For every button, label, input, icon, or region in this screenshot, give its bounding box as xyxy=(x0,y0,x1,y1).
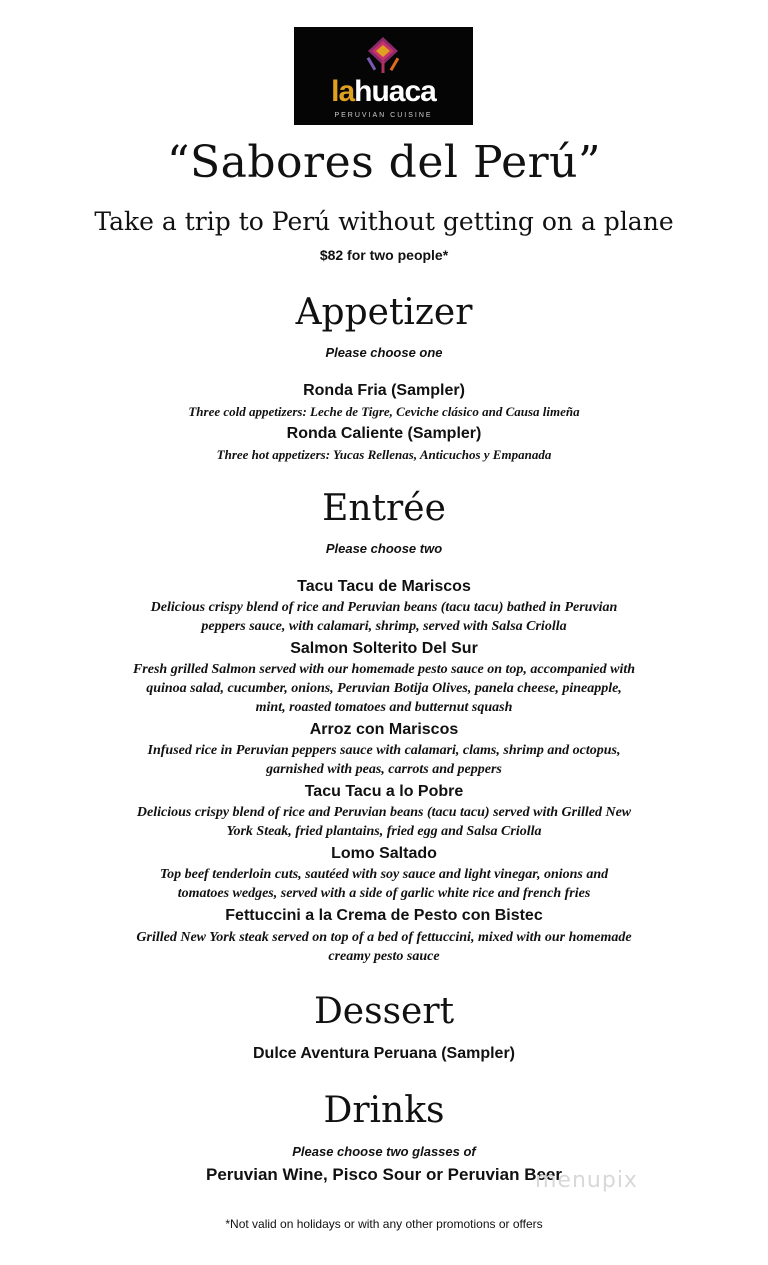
appetizer-item-description: Three hot appetizers: Yucas Rellenas, Anticuchos y Empanada xyxy=(216,447,552,462)
menu-subtitle: Take a trip to Perú without getting on a plane xyxy=(94,207,674,236)
entree-instruction: Please choose two xyxy=(325,541,443,556)
logo-tagline: PERUVIAN CUISINE xyxy=(334,112,433,119)
drinks-instruction: Please choose two glasses of xyxy=(292,1144,476,1159)
entree-item-name: Fettuccini a la Crema de Pesto con Bistec xyxy=(225,907,543,924)
logo-wordmark xyxy=(294,75,473,109)
entree-item-name: Tacu Tacu de Mariscos xyxy=(297,578,471,595)
entree-heading: Entrée xyxy=(322,488,446,529)
entree-item-description: quinoa salad, cucumber, onions, Peruvian Botija Olives, panela cheese, pineapple, xyxy=(146,681,622,696)
appetizer-item-name: Ronda Fria (Sampler) xyxy=(303,382,465,399)
entree-item-description: peppers sauce, with calamari, shrimp, served with Salsa Criolla xyxy=(201,619,567,634)
restaurant-logo xyxy=(294,27,473,125)
logo-wordmark-huaca: huaca xyxy=(354,75,436,108)
entree-item-description: Grilled New York steak served on top of a bed of fettuccini, mixed with our homemade xyxy=(136,930,632,945)
entree-item-description: Delicious crispy blend of rice and Peruvian beans (tacu tacu) served with Grilled New xyxy=(136,805,632,820)
drinks-options: Peruvian Wine, Pisco Sour or Peruvian Beer xyxy=(205,1165,563,1184)
entree-item-description: Fresh grilled Salmon served with our homemade pesto sauce on top, accompanied with xyxy=(132,662,636,677)
entree-item-description: mint, roasted tomatoes and butternut squash xyxy=(255,700,513,715)
dessert-heading: Dessert xyxy=(313,991,455,1032)
appetizer-item-description: Three cold appetizers: Leche de Tigre, Ceviche clásico and Causa limeña xyxy=(188,404,580,419)
entree-item-description: creamy pesto sauce xyxy=(328,949,440,964)
appetizer-instruction: Please choose one xyxy=(325,345,443,360)
entree-item-description: Delicious crispy blend of rice and Peruvian beans (tacu tacu) bathed in Peruvian xyxy=(150,600,618,615)
entree-item-name: Tacu Tacu a lo Pobre xyxy=(304,783,464,800)
watermark: menupix xyxy=(535,1168,638,1193)
logo-wordmark-la: la xyxy=(331,75,355,108)
appetizer-item-name: Ronda Caliente (Sampler) xyxy=(286,425,482,442)
entree-item-description: Infused rice in Peruvian peppers sauce with calamari, clams, shrimp and octopus, xyxy=(147,743,621,758)
menu-title: “Sabores del Perú” xyxy=(167,137,601,188)
utensils-logo-icon xyxy=(358,35,408,75)
entree-item-description: tomatoes wedges, served with a side of garlic white rice and french fries xyxy=(177,886,591,901)
entree-item-description: Top beef tenderloin cuts, sautéed with soy sauce and light vinegar, onions and xyxy=(159,867,609,882)
footnote: *Not valid on holidays or with any other promotions or offers xyxy=(225,1217,543,1231)
entree-item-description: garnished with peas, carrots and peppers xyxy=(266,762,502,777)
drinks-heading: Drinks xyxy=(323,1090,445,1131)
entree-item-description: York Steak, fried plantains, fried egg and Salsa Criolla xyxy=(226,824,542,839)
dessert-item-name: Dulce Aventura Peruana (Sampler) xyxy=(252,1045,515,1062)
menu-price: $82 for two people* xyxy=(319,247,449,263)
appetizer-heading: Appetizer xyxy=(295,292,473,333)
entree-item-name: Lomo Saltado xyxy=(331,845,437,862)
entree-item-name: Arroz con Mariscos xyxy=(309,721,459,738)
entree-item-name: Salmon Solterito Del Sur xyxy=(290,640,478,657)
